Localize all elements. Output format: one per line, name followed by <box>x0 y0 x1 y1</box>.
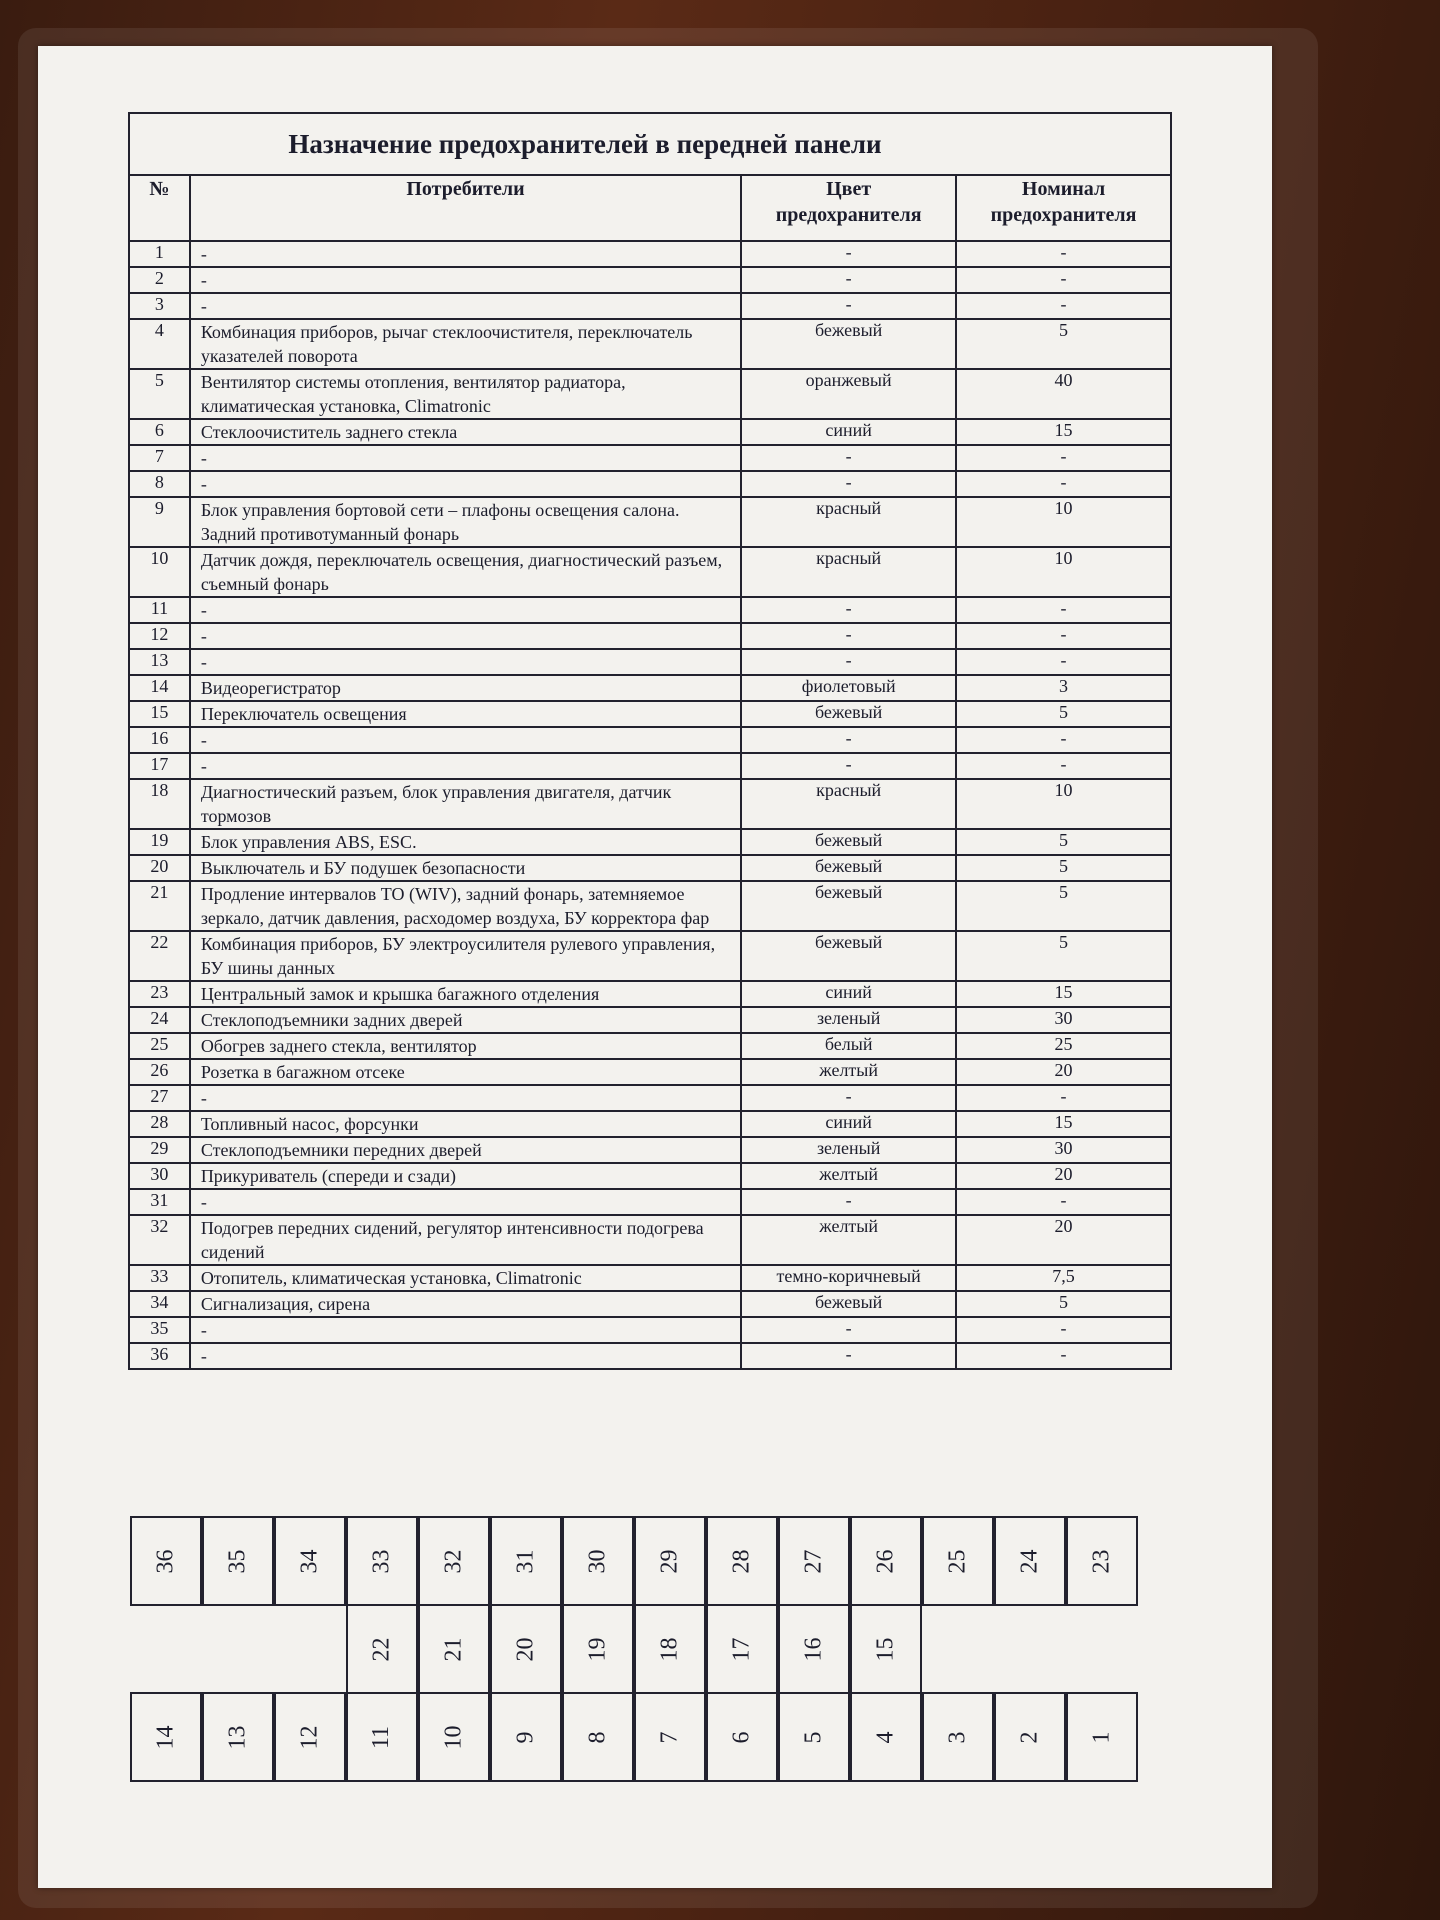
fuse-slot-label: 22 <box>368 1637 395 1661</box>
fuse-slot-label: 27 <box>800 1549 827 1573</box>
table-row <box>129 931 1171 981</box>
fuse-consumer: Вентилятор системы отопления, вентилятор радиатора, климатическая установка, Climatronic <box>190 369 741 419</box>
fuse-table <box>128 112 1172 1370</box>
fuse-slot <box>130 1692 202 1782</box>
fuse-color: красный <box>741 497 956 547</box>
fuse-slot <box>850 1516 922 1606</box>
fuse-slot <box>994 1692 1066 1782</box>
table-row <box>129 1007 1171 1033</box>
fuse-consumer: Комбинация приборов, БУ электроусилителя рулевого управления, БУ шины данных <box>190 931 741 981</box>
fuse-slot <box>346 1692 418 1782</box>
fuse-number: 33 <box>129 1265 190 1291</box>
fuse-slot <box>706 1604 778 1694</box>
fuse-number: 28 <box>129 1111 190 1137</box>
table-row <box>129 445 1171 471</box>
fuse-rating: - <box>956 471 1171 497</box>
fuse-rating: 20 <box>956 1163 1171 1189</box>
fuse-consumer: Прикуриватель (спереди и сзади) <box>190 1163 741 1189</box>
fuse-color: желтый <box>741 1059 956 1085</box>
fuse-number: 30 <box>129 1163 190 1189</box>
fuse-rating: - <box>956 623 1171 649</box>
fuse-color: красный <box>741 779 956 829</box>
fuse-slot-label: 34 <box>296 1549 323 1573</box>
fuse-consumer: - <box>190 1189 741 1215</box>
fuse-consumer: - <box>190 597 741 623</box>
header-rating: Номинал предохранителя <box>956 175 1171 241</box>
table-row <box>129 1265 1171 1291</box>
fuse-consumer: - <box>190 727 741 753</box>
fuse-rating: 5 <box>956 855 1171 881</box>
fuse-rating: 20 <box>956 1059 1171 1085</box>
fuse-consumer: Стеклоочиститель заднего стекла <box>190 419 741 445</box>
fuse-slot <box>202 1692 274 1782</box>
fuse-slot <box>562 1604 634 1694</box>
fuse-number: 23 <box>129 981 190 1007</box>
fuse-number: 8 <box>129 471 190 497</box>
fuse-number: 17 <box>129 753 190 779</box>
fuse-slot <box>562 1692 634 1782</box>
fuse-slot-label: 3 <box>944 1731 971 1743</box>
fuse-slot <box>850 1604 922 1694</box>
table-row <box>129 753 1171 779</box>
fuse-color: - <box>741 753 956 779</box>
fuse-number: 14 <box>129 675 190 701</box>
fuse-color: бежевый <box>741 319 956 369</box>
fuse-rating: - <box>956 241 1171 267</box>
table-row <box>129 779 1171 829</box>
fuse-slot-label: 33 <box>368 1549 395 1573</box>
fuse-consumer: Отопитель, климатическая установка, Climatronic <box>190 1265 741 1291</box>
fuse-slot <box>490 1604 562 1694</box>
fuse-number: 29 <box>129 1137 190 1163</box>
fuse-color: желтый <box>741 1163 956 1189</box>
fuse-slot <box>850 1692 922 1782</box>
table-row <box>129 369 1171 419</box>
fuse-rating: 25 <box>956 1033 1171 1059</box>
header-color: Цвет предохранителя <box>741 175 956 241</box>
table-row <box>129 319 1171 369</box>
fuse-color: бежевый <box>741 881 956 931</box>
table-row <box>129 597 1171 623</box>
fuse-slot <box>346 1604 418 1694</box>
fuse-number: 34 <box>129 1291 190 1317</box>
fuse-rating: - <box>956 1343 1171 1369</box>
fuse-consumer: - <box>190 1343 741 1369</box>
fuse-rating: 5 <box>956 881 1171 931</box>
fuse-color: бежевый <box>741 855 956 881</box>
fuse-number: 21 <box>129 881 190 931</box>
fuse-number: 32 <box>129 1215 190 1265</box>
fuse-rating: 7,5 <box>956 1265 1171 1291</box>
fuse-rating: 5 <box>956 829 1171 855</box>
fuse-number: 35 <box>129 1317 190 1343</box>
fuse-slot-label: 11 <box>368 1725 395 1749</box>
fuse-color: - <box>741 293 956 319</box>
fuse-color: - <box>741 471 956 497</box>
fuse-slot <box>418 1516 490 1606</box>
table-row <box>129 293 1171 319</box>
fuse-number: 9 <box>129 497 190 547</box>
fuse-number: 6 <box>129 419 190 445</box>
fuse-slot <box>634 1604 706 1694</box>
table-row <box>129 649 1171 675</box>
table-row <box>129 1291 1171 1317</box>
fuse-number: 1 <box>129 241 190 267</box>
fuse-consumer: - <box>190 267 741 293</box>
fuse-slot-label: 24 <box>1016 1549 1043 1573</box>
fuse-number: 13 <box>129 649 190 675</box>
fuse-rating: - <box>956 727 1171 753</box>
fuse-box-diagram <box>130 1516 1130 1826</box>
fuse-consumer: Видеорегистратор <box>190 675 741 701</box>
fuse-consumer: Подогрев передних сидений, регулятор интенсивности подогрева сидений <box>190 1215 741 1265</box>
fuse-rating: 40 <box>956 369 1171 419</box>
fuse-color: бежевый <box>741 701 956 727</box>
fuse-rating: 30 <box>956 1137 1171 1163</box>
fuse-slot <box>994 1516 1066 1606</box>
fuse-rating: - <box>956 597 1171 623</box>
table-row <box>129 1085 1171 1111</box>
fuse-slot <box>562 1516 634 1606</box>
fuse-color: - <box>741 445 956 471</box>
fuse-consumer: Розетка в багажном отсеке <box>190 1059 741 1085</box>
fuse-consumer: - <box>190 293 741 319</box>
table-row <box>129 855 1171 881</box>
fuse-consumer: - <box>190 649 741 675</box>
fuse-number: 7 <box>129 445 190 471</box>
fuse-consumer: Диагностический разъем, блок управления двигателя, датчик тормозов <box>190 779 741 829</box>
fuse-slot-label: 23 <box>1088 1549 1115 1573</box>
fuse-rating: 3 <box>956 675 1171 701</box>
table-row <box>129 881 1171 931</box>
fuse-slot-label: 7 <box>656 1731 683 1743</box>
fuse-rating: 10 <box>956 779 1171 829</box>
fuse-slot <box>778 1692 850 1782</box>
fuse-color: бежевый <box>741 931 956 981</box>
fuse-rating: - <box>956 1085 1171 1111</box>
fuse-slot-label: 17 <box>728 1637 755 1661</box>
fuse-consumer: Выключатель и БУ подушек безопасности <box>190 855 741 881</box>
fuse-number: 12 <box>129 623 190 649</box>
fuse-consumer: - <box>190 1317 741 1343</box>
fuse-rating: 5 <box>956 319 1171 369</box>
fuse-consumer: Переключатель освещения <box>190 701 741 727</box>
fuse-consumer: - <box>190 753 741 779</box>
table-row <box>129 241 1171 267</box>
fuse-slot <box>490 1516 562 1606</box>
fuse-slot-label: 29 <box>656 1549 683 1573</box>
fuse-slot-label: 13 <box>224 1725 251 1749</box>
fuse-rating: - <box>956 267 1171 293</box>
fuse-number: 26 <box>129 1059 190 1085</box>
fuse-slot <box>1066 1516 1138 1606</box>
fuse-rating: 10 <box>956 547 1171 597</box>
table-row <box>129 829 1171 855</box>
fuse-number: 4 <box>129 319 190 369</box>
fuse-color: - <box>741 727 956 753</box>
fuse-slot-label: 25 <box>944 1549 971 1573</box>
fuse-slot <box>706 1692 778 1782</box>
fuse-slot-label: 35 <box>224 1549 251 1573</box>
fuse-slot-label: 14 <box>152 1725 179 1749</box>
fuse-slot <box>274 1692 346 1782</box>
fuse-color: - <box>741 623 956 649</box>
fuse-consumer: Центральный замок и крышка багажного отделения <box>190 981 741 1007</box>
fuse-color: темно-коричневый <box>741 1265 956 1291</box>
table-row <box>129 1343 1171 1369</box>
fuse-rating: 10 <box>956 497 1171 547</box>
fuse-slot-label: 16 <box>800 1637 827 1661</box>
fuse-color: белый <box>741 1033 956 1059</box>
fuse-slot <box>778 1604 850 1694</box>
fuse-color: фиолетовый <box>741 675 956 701</box>
fuse-rating: 15 <box>956 981 1171 1007</box>
fuse-rating: - <box>956 649 1171 675</box>
fuse-number: 19 <box>129 829 190 855</box>
fuse-number: 22 <box>129 931 190 981</box>
fuse-consumer: Датчик дождя, переключатель освещения, диагностический разъем, съемный фонарь <box>190 547 741 597</box>
table-row <box>129 1059 1171 1085</box>
fuse-rating: 15 <box>956 419 1171 445</box>
table-row <box>129 471 1171 497</box>
fuse-color: оранжевый <box>741 369 956 419</box>
fuse-slot-label: 28 <box>728 1549 755 1573</box>
fuse-color: бежевый <box>741 829 956 855</box>
fuse-color: - <box>741 267 956 293</box>
fuse-consumer: Продление интервалов ТО (WIV), задний фонарь, затемняемое зеркало, датчик давления, расходомер воздуха, БУ корректора фар <box>190 881 741 931</box>
fuse-color: - <box>741 1189 956 1215</box>
fuse-number: 31 <box>129 1189 190 1215</box>
fuse-rating: - <box>956 753 1171 779</box>
fuse-color: синий <box>741 981 956 1007</box>
fuse-slot-label: 15 <box>872 1637 899 1661</box>
fuse-slot-label: 18 <box>656 1637 683 1661</box>
fuse-slot <box>346 1516 418 1606</box>
fuse-slot-label: 12 <box>296 1725 323 1749</box>
table-title: Назначение предохранителей в передней панели <box>129 113 1171 175</box>
fuse-color: красный <box>741 547 956 597</box>
fuse-slot-label: 2 <box>1016 1731 1043 1743</box>
table-row <box>129 981 1171 1007</box>
header-consumers: Потребители <box>190 175 741 241</box>
fuse-color: - <box>741 1317 956 1343</box>
fuse-number: 27 <box>129 1085 190 1111</box>
fuse-number: 11 <box>129 597 190 623</box>
fuse-slot <box>634 1516 706 1606</box>
fuse-slot <box>922 1692 994 1782</box>
fuse-slot <box>1066 1692 1138 1782</box>
fuse-rating: - <box>956 1317 1171 1343</box>
fuse-number: 10 <box>129 547 190 597</box>
fuse-consumer: - <box>190 241 741 267</box>
table-row <box>129 1317 1171 1343</box>
fuse-color: - <box>741 1343 956 1369</box>
fuse-consumer: Блок управления ABS, ESC. <box>190 829 741 855</box>
fuse-number: 25 <box>129 1033 190 1059</box>
fuse-slot-label: 10 <box>440 1725 467 1749</box>
fuse-rating: 30 <box>956 1007 1171 1033</box>
fuse-slot-label: 4 <box>872 1731 899 1743</box>
table-row <box>129 1189 1171 1215</box>
table-row <box>129 701 1171 727</box>
fuse-slot <box>706 1516 778 1606</box>
fuse-number: 24 <box>129 1007 190 1033</box>
fuse-slot-label: 19 <box>584 1637 611 1661</box>
table-row <box>129 267 1171 293</box>
fuse-slot <box>418 1604 490 1694</box>
table-row <box>129 675 1171 701</box>
fuse-color: - <box>741 597 956 623</box>
fuse-slot-label: 32 <box>440 1549 467 1573</box>
fuse-rows <box>129 241 1171 1369</box>
fuse-slot <box>634 1692 706 1782</box>
fuse-number: 3 <box>129 293 190 319</box>
fuse-consumer: Сигнализация, сирена <box>190 1291 741 1317</box>
table-row <box>129 1215 1171 1265</box>
fuse-slot-label: 5 <box>800 1731 827 1743</box>
fuse-rating: - <box>956 1189 1171 1215</box>
fuse-color: - <box>741 649 956 675</box>
table-row <box>129 1111 1171 1137</box>
table-row <box>129 623 1171 649</box>
fuse-color: желтый <box>741 1215 956 1265</box>
table-row <box>129 727 1171 753</box>
fuse-slot-label: 36 <box>152 1549 179 1573</box>
fuse-consumer: Стеклоподъемники задних дверей <box>190 1007 741 1033</box>
fuse-color: синий <box>741 419 956 445</box>
fuse-consumer: Блок управления бортовой сети – плафоны освещения салона. Задний противотуманный фонарь <box>190 497 741 547</box>
fuse-color: бежевый <box>741 1291 956 1317</box>
table-row <box>129 1137 1171 1163</box>
fuse-slot-label: 1 <box>1088 1731 1115 1743</box>
fuse-rating: 20 <box>956 1215 1171 1265</box>
fuse-slot <box>922 1516 994 1606</box>
fuse-number: 20 <box>129 855 190 881</box>
fuse-color: зеленый <box>741 1007 956 1033</box>
header-num: № <box>129 175 190 241</box>
fuse-number: 5 <box>129 369 190 419</box>
fuse-rating: 15 <box>956 1111 1171 1137</box>
fuse-number: 15 <box>129 701 190 727</box>
fuse-consumer: - <box>190 1085 741 1111</box>
fuse-color: - <box>741 241 956 267</box>
fuse-rating: - <box>956 293 1171 319</box>
fuse-slot-label: 30 <box>584 1549 611 1573</box>
fuse-slot-label: 31 <box>512 1549 539 1573</box>
fuse-rating: 5 <box>956 931 1171 981</box>
fuse-slot-label: 20 <box>512 1637 539 1661</box>
fuse-slot-label: 21 <box>440 1637 467 1661</box>
fuse-rating: 5 <box>956 1291 1171 1317</box>
fuse-slot <box>202 1516 274 1606</box>
fuse-slot <box>490 1692 562 1782</box>
fuse-slot-label: 9 <box>512 1731 539 1743</box>
fuse-slot <box>778 1516 850 1606</box>
fuse-color: - <box>741 1085 956 1111</box>
fuse-number: 16 <box>129 727 190 753</box>
fuse-consumer: Стеклоподъемники передних дверей <box>190 1137 741 1163</box>
fuse-consumer: Обогрев заднего стекла, вентилятор <box>190 1033 741 1059</box>
fuse-consumer: Комбинация приборов, рычаг стеклоочистителя, переключатель указателей поворота <box>190 319 741 369</box>
fuse-card <box>38 46 1272 1888</box>
fuse-slot <box>274 1516 346 1606</box>
fuse-consumer: - <box>190 445 741 471</box>
fuse-consumer: - <box>190 623 741 649</box>
table-row <box>129 1033 1171 1059</box>
fuse-color: синий <box>741 1111 956 1137</box>
fuse-number: 2 <box>129 267 190 293</box>
fuse-slot-label: 6 <box>728 1731 755 1743</box>
fuse-number: 36 <box>129 1343 190 1369</box>
fuse-rating: - <box>956 445 1171 471</box>
fuse-color: зеленый <box>741 1137 956 1163</box>
table-row <box>129 1163 1171 1189</box>
table-row <box>129 497 1171 547</box>
fuse-consumer: Топливный насос, форсунки <box>190 1111 741 1137</box>
fuse-slot-label: 8 <box>584 1731 611 1743</box>
table-row <box>129 419 1171 445</box>
fuse-slot <box>130 1516 202 1606</box>
fuse-number: 18 <box>129 779 190 829</box>
fuse-slot-label: 26 <box>872 1549 899 1573</box>
fuse-rating: 5 <box>956 701 1171 727</box>
table-row <box>129 547 1171 597</box>
fuse-slot <box>418 1692 490 1782</box>
fuse-consumer: - <box>190 471 741 497</box>
